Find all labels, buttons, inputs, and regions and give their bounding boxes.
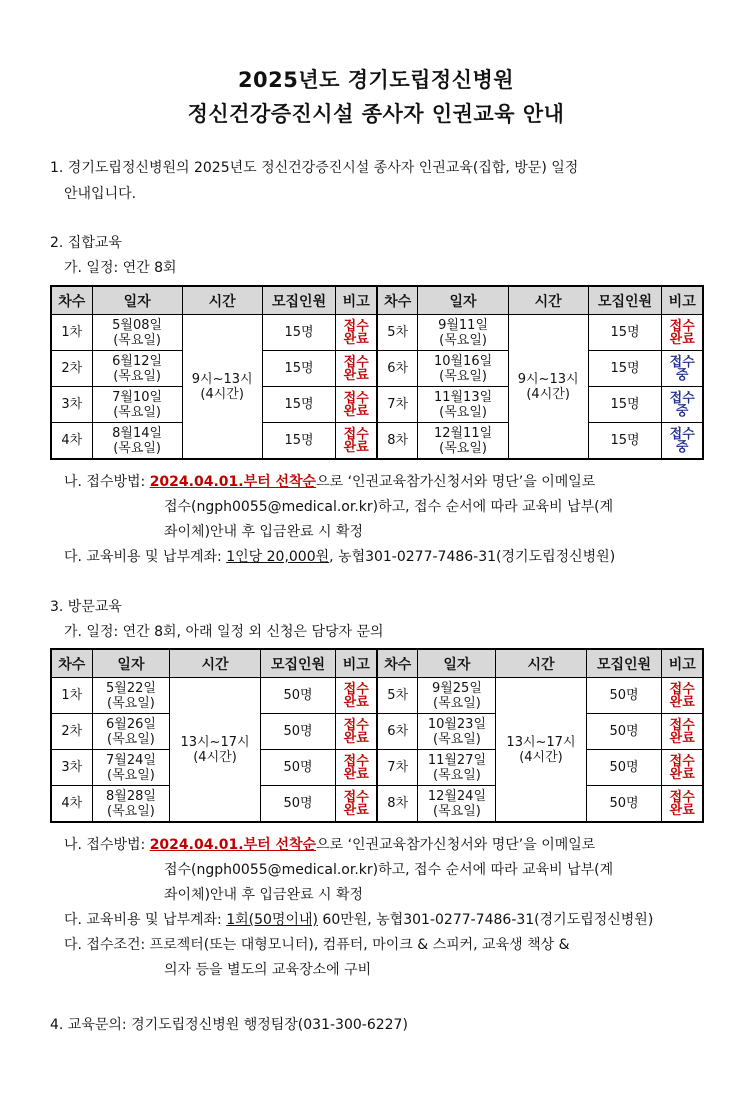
capacity-cell: 50명: [586, 750, 662, 786]
day-text: (목요일): [433, 803, 481, 819]
doc-title-line2: 정신건강증진시설 종사자 인권교육 안내: [187, 102, 565, 126]
header-capacity: 모집인원: [586, 649, 662, 678]
section3-schedule-label: 가. 일정: 연간 8회, 아래 일정 외 신청은 담당자 문의: [64, 624, 384, 640]
date-text: 8월28일: [105, 788, 156, 804]
round-cell: 1차: [51, 678, 92, 714]
duration-text: (4시간): [193, 749, 237, 765]
date-cell: [92, 786, 170, 823]
section2-method: [64, 470, 704, 570]
date-text: 11월13일: [433, 389, 493, 405]
section1-line2: 안내입니다.: [64, 186, 137, 202]
group-education-table: [50, 285, 704, 460]
condition-line2: 의자 등을 별도의 교육장소에 구비: [164, 962, 372, 978]
capacity-cell: 15명: [262, 315, 336, 351]
date-cell: [418, 714, 496, 750]
capacity-cell: 15명: [588, 351, 662, 387]
capacity-cell: 15명: [262, 423, 336, 460]
table-header-row: [51, 649, 703, 678]
status-badge: 접수 완료: [336, 786, 377, 823]
visit-education-table: [50, 648, 704, 823]
date-text: 9월11일: [438, 317, 489, 333]
time-text: 9시~13시: [191, 371, 253, 387]
status-badge: 접수 중: [662, 351, 703, 387]
date-text: 5월08일: [112, 317, 163, 333]
round-cell: 2차: [51, 351, 92, 387]
table-row: [51, 750, 703, 786]
section2-heading: 2. 집합교육: [50, 235, 122, 251]
capacity-cell: 15명: [588, 423, 662, 460]
date-text: 7월10일: [112, 389, 163, 405]
date-cell: [92, 423, 182, 460]
header-date: 일자: [418, 649, 496, 678]
section1-text: [50, 155, 710, 207]
round-cell: 7차: [377, 387, 418, 423]
day-text: (목요일): [433, 767, 481, 783]
method-highlight: 2024.04.01.부터 선착순: [149, 837, 317, 853]
day-text: (목요일): [113, 332, 162, 348]
day-text: (목요일): [433, 731, 481, 747]
round-cell: 4차: [51, 786, 92, 823]
date-cell: [418, 315, 508, 351]
header-round: 차수: [377, 649, 418, 678]
fee-rest: , 농협301-0277-7486-31(경기도립정신병원): [329, 549, 616, 565]
table-row: [51, 678, 703, 714]
round-cell: 8차: [377, 423, 418, 460]
capacity-cell: 15명: [588, 387, 662, 423]
date-cell: [418, 423, 508, 460]
day-text: (목요일): [107, 695, 155, 711]
table-row: [51, 714, 703, 750]
header-note: 비고: [336, 286, 377, 315]
section3-heading: 3. 방문교육: [50, 599, 122, 615]
capacity-cell: 15명: [262, 387, 336, 423]
method-line3: 좌이체)안내 후 입금완료 시 확정: [164, 524, 364, 540]
round-cell: 6차: [377, 351, 418, 387]
header-round: 차수: [377, 286, 418, 315]
fee-amount: 1회(50명이내): [226, 912, 318, 928]
capacity-cell: 50명: [586, 678, 662, 714]
header-note: 비고: [662, 649, 703, 678]
header-note: 비고: [336, 649, 377, 678]
header-time: 시간: [496, 649, 586, 678]
date-cell: [418, 786, 496, 823]
section1-line1: 1. 경기도립정신병원의 2025년도 정신건강증진시설 종사자 인권교육(집합, 방문) 일정: [50, 160, 579, 176]
time-text: 9시~13시: [517, 371, 579, 387]
date-text: 7월24일: [105, 752, 156, 768]
day-text: (목요일): [439, 440, 487, 456]
section3-method: [64, 833, 704, 983]
capacity-cell: 15명: [588, 315, 662, 351]
condition-line1: 다. 접수조건: 프로젝터(또는 대형모니터), 컴퓨터, 마이크 & 스피커, 교육생 책상 &: [64, 937, 570, 953]
status-badge: 접수 완료: [336, 714, 377, 750]
status-badge: 접수 완료: [336, 750, 377, 786]
header-note: 비고: [662, 286, 703, 315]
status-badge: 접수 완료: [662, 315, 703, 351]
round-cell: 8차: [377, 786, 418, 823]
header-date: 일자: [92, 286, 182, 315]
day-text: (목요일): [439, 332, 487, 348]
capacity-cell: 50명: [260, 678, 336, 714]
date-text: 10월23일: [427, 716, 487, 732]
status-badge: 접수 중: [662, 423, 703, 460]
status-badge: 접수 완료: [336, 387, 377, 423]
day-text: (목요일): [113, 368, 162, 384]
time-text: 13시~17시: [506, 734, 576, 750]
duration-text: (4시간): [526, 386, 570, 402]
status-badge: 접수 중: [662, 387, 703, 423]
date-cell: [92, 315, 182, 351]
header-time: 시간: [182, 286, 262, 315]
time-cell: [182, 315, 262, 460]
date-text: 6월26일: [105, 716, 156, 732]
method-label: 나. 접수방법:: [64, 837, 150, 853]
header-time: 시간: [170, 649, 260, 678]
doc-title-line1: 2025년도 경기도립정신병원: [237, 68, 515, 92]
table-header-row: [51, 286, 703, 315]
header-capacity: 모집인원: [588, 286, 662, 315]
day-text: (목요일): [107, 731, 155, 747]
method-rest: 으로 ‘인권교육참가신청서와 명단’을 이메일로: [316, 474, 596, 490]
capacity-cell: 50명: [586, 714, 662, 750]
capacity-cell: 50명: [260, 786, 336, 823]
capacity-cell: 50명: [260, 714, 336, 750]
date-cell: [92, 387, 182, 423]
date-cell: [418, 750, 496, 786]
day-text: (목요일): [113, 404, 162, 420]
method-label: 나. 접수방법:: [64, 474, 150, 490]
method-line2: 접수(ngph0055@medical.or.kr)하고, 접수 순서에 따라 교육비 납부(계: [164, 499, 614, 515]
date-cell: [418, 387, 508, 423]
duration-text: (4시간): [200, 386, 244, 402]
table-row: [51, 351, 703, 387]
header-date: 일자: [418, 286, 508, 315]
capacity-cell: 50명: [260, 750, 336, 786]
round-cell: 5차: [377, 315, 418, 351]
header-capacity: 모집인원: [260, 649, 336, 678]
round-cell: 3차: [51, 387, 92, 423]
status-badge: 접수 완료: [662, 714, 703, 750]
date-text: 6월12일: [112, 353, 163, 369]
round-cell: 2차: [51, 714, 92, 750]
header-date: 일자: [92, 649, 170, 678]
section2-schedule-label: 가. 일정: 연간 8회: [64, 260, 177, 276]
status-badge: 접수 완료: [662, 786, 703, 823]
method-highlight: 2024.04.01.부터 선착순: [149, 474, 317, 490]
fee-label: 다. 교육비용 및 납부계좌:: [64, 549, 227, 565]
status-badge: 접수 완료: [662, 750, 703, 786]
header-round: 차수: [51, 286, 92, 315]
round-cell: 5차: [377, 678, 418, 714]
table-row: [51, 387, 703, 423]
fee-label: 다. 교육비용 및 납부계좌:: [64, 912, 227, 928]
status-badge: 접수 완료: [662, 678, 703, 714]
header-round: 차수: [51, 649, 92, 678]
capacity-cell: 15명: [262, 351, 336, 387]
section4-contact: 4. 교육문의: 경기도립정신병원 행정팀장(031-300-6227): [50, 1017, 408, 1033]
day-text: (목요일): [107, 803, 155, 819]
round-cell: 1차: [51, 315, 92, 351]
date-cell: [418, 678, 496, 714]
day-text: (목요일): [107, 767, 155, 783]
status-badge: 접수 완료: [336, 678, 377, 714]
date-cell: [92, 351, 182, 387]
time-cell: [170, 678, 260, 823]
date-cell: [92, 714, 170, 750]
fee-amount: 1인당 20,000원: [226, 549, 330, 565]
round-cell: 3차: [51, 750, 92, 786]
table-row: [51, 423, 703, 460]
day-text: (목요일): [433, 695, 481, 711]
date-text: 5월22일: [105, 680, 156, 696]
capacity-cell: 50명: [586, 786, 662, 823]
date-text: 8월14일: [112, 425, 163, 441]
date-text: 9월25일: [431, 680, 482, 696]
date-text: 11월27일: [427, 752, 487, 768]
method-line2: 접수(ngph0055@medical.or.kr)하고, 접수 순서에 따라 교육비 납부(계: [164, 862, 614, 878]
header-time: 시간: [508, 286, 588, 315]
status-badge: 접수 완료: [336, 315, 377, 351]
date-text: 10월16일: [433, 353, 493, 369]
header-capacity: 모집인원: [262, 286, 336, 315]
round-cell: 4차: [51, 423, 92, 460]
date-text: 12월11일: [433, 425, 493, 441]
date-text: 12월24일: [427, 788, 487, 804]
time-cell: [496, 678, 586, 823]
round-cell: 7차: [377, 750, 418, 786]
time-text: 13시~17시: [180, 734, 250, 750]
status-badge: 접수 완료: [336, 351, 377, 387]
day-text: (목요일): [113, 440, 162, 456]
date-cell: [92, 750, 170, 786]
time-cell: [508, 315, 588, 460]
day-text: (목요일): [439, 404, 487, 420]
day-text: (목요일): [439, 368, 487, 384]
method-rest: 으로 ‘인권교육참가신청서와 명단’을 이메일로: [316, 837, 596, 853]
duration-text: (4시간): [519, 749, 563, 765]
table-row: [51, 315, 703, 351]
table-row: [51, 786, 703, 823]
date-cell: [92, 678, 170, 714]
status-badge: 접수 완료: [336, 423, 377, 460]
fee-rest: 60만원, 농협301-0277-7486-31(경기도립정신병원): [317, 912, 654, 928]
date-cell: [418, 351, 508, 387]
round-cell: 6차: [377, 714, 418, 750]
method-line3: 좌이체)안내 후 입금완료 시 확정: [164, 887, 364, 903]
